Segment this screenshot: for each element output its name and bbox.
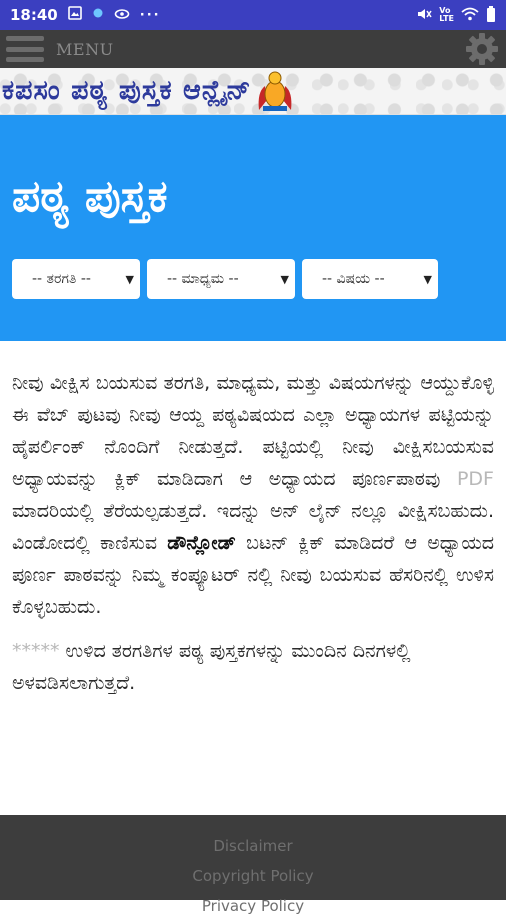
page-title: ಪಠ್ಯ ಪುಸ್ತಕ	[12, 171, 168, 222]
note-paragraph	[12, 635, 494, 699]
chevron-down-icon: ▼	[125, 272, 134, 286]
subject-select-value: -- ವಿಷಯ --	[322, 271, 385, 288]
cloud-icon	[114, 7, 130, 23]
banner	[0, 68, 506, 115]
pdf-label: PDF	[456, 468, 494, 490]
menu-label[interactable]: MENU	[56, 39, 114, 59]
class-select[interactable]	[12, 259, 140, 299]
banner-title: ಕಪಸಂ ಪಠ್ಯ ಪುಸ್ತಕ ಆನ್ಲೈನ್	[2, 75, 252, 106]
battery-icon	[486, 6, 496, 25]
volte-icon: Vo LTE	[439, 6, 454, 23]
subject-select[interactable]	[302, 259, 438, 299]
dot-icon	[92, 7, 104, 23]
mute-icon	[416, 7, 432, 24]
menu-bar	[0, 30, 506, 68]
hamburger-menu-icon[interactable]	[6, 36, 44, 62]
medium-select-value: -- ಮಾಧ್ಯಮ --	[167, 271, 239, 288]
footer-link-disclaimer[interactable]: Disclaimer	[213, 837, 293, 855]
karnataka-emblem-logo	[253, 70, 297, 112]
footer-link-copyright[interactable]: Copyright Policy	[192, 867, 314, 885]
filter-selects	[12, 259, 494, 299]
instructions-text-3: ಬಟನ್ ಕ್ಲಿಕ್ ಮಾಡಿದರೆ ಆ ಅಧ್ಯಾಯದ ಪೂರ್ಣ ಪಾಠವನ್ನು ನಿಮ್ಮ ಕಂಪ್ಯೂಟರ್ ನಲ್ಲಿ ನೀವು ಬಯಸುವ ಹೆಸರಿನಲ್ಲಿ ಉಳಿಸ ಕೊಳ್ಳಬಹುದು.	[12, 532, 494, 618]
instructions-text-1: ನೀವು ವೀಕ್ಷಿಸ ಬಯಸುವ ತರಗತಿ, ಮಾಧ್ಯಮ, ಮತ್ತು ವಿಷಯಗಳನ್ನು ಆಯ್ದುಕೊಳ್ಳಿ ಈ ವೆಬ್ ಪುಟವು ನೀವು ಆಯ್ದ ಪಠ್ಯವಿಷಯದ ಎಲ್ಲಾ ಅಧ್ಯಾಯಗಳ ಪಟ್ಟಿಯನ್ನು ಹೈಪರ್ಲಿಂಕ್ ನೊಂದಿಗೆ ನೀಡುತ್ತದೆ. ಪಟ್ಟಿಯಲ್ಲಿ ನೀವು ವೀಕ್ಷಿಸಬಯಸುವ ಅಧ್ಯಾಯವನ್ನು ಕ್ಲಿಕ್ ಮಾಡಿದಾಗ ಆ ಅಧ್ಯಾಯದ ಪೂರ್ಣಪಾಠವು	[12, 372, 494, 490]
more-icon: ···	[139, 7, 161, 23]
chevron-down-icon: ▼	[423, 272, 432, 286]
footer-link-privacy[interactable]: Privacy Policy	[201, 897, 305, 915]
gear-icon[interactable]	[464, 31, 500, 67]
note-text: ಉಳಿದ ತರಗತಿಗಳ ಪಠ್ಯ ಪುಸ್ತಕಗಳನ್ನು ಮುಂದಿನ ದಿನಗಳಲ್ಲಿ ಅಳವಡಿಸಲಾಗುತ್ತದೆ.	[12, 640, 411, 694]
status-bar	[0, 0, 506, 30]
image-icon	[68, 6, 82, 24]
hero-section	[0, 115, 506, 341]
medium-select[interactable]	[147, 259, 295, 299]
footer	[0, 815, 506, 915]
instructions-paragraph	[12, 367, 494, 623]
main-content	[0, 341, 506, 699]
note-stars: *****	[12, 640, 60, 662]
instructions-text-2: ಮಾದರಿಯಲ್ಲಿ ತೆರೆಯಲ್ಪಡುತ್ತದೆ. ಇದನ್ನು ಅನ್ ಲೈನ್ ನಲ್ಲೂ ವೀಕ್ಷಿಸಬಹುದು. ವಿಂಡೋದಲ್ಲಿ ಕಾಣಿಸುವ	[12, 500, 494, 554]
download-label: ಡೌನ್ಲೋಡ್	[167, 532, 236, 554]
chevron-down-icon: ▼	[280, 272, 289, 286]
class-select-value: -- ತರಗತಿ --	[32, 271, 91, 288]
wifi-icon	[461, 7, 479, 24]
status-time: 18:40	[10, 6, 58, 24]
